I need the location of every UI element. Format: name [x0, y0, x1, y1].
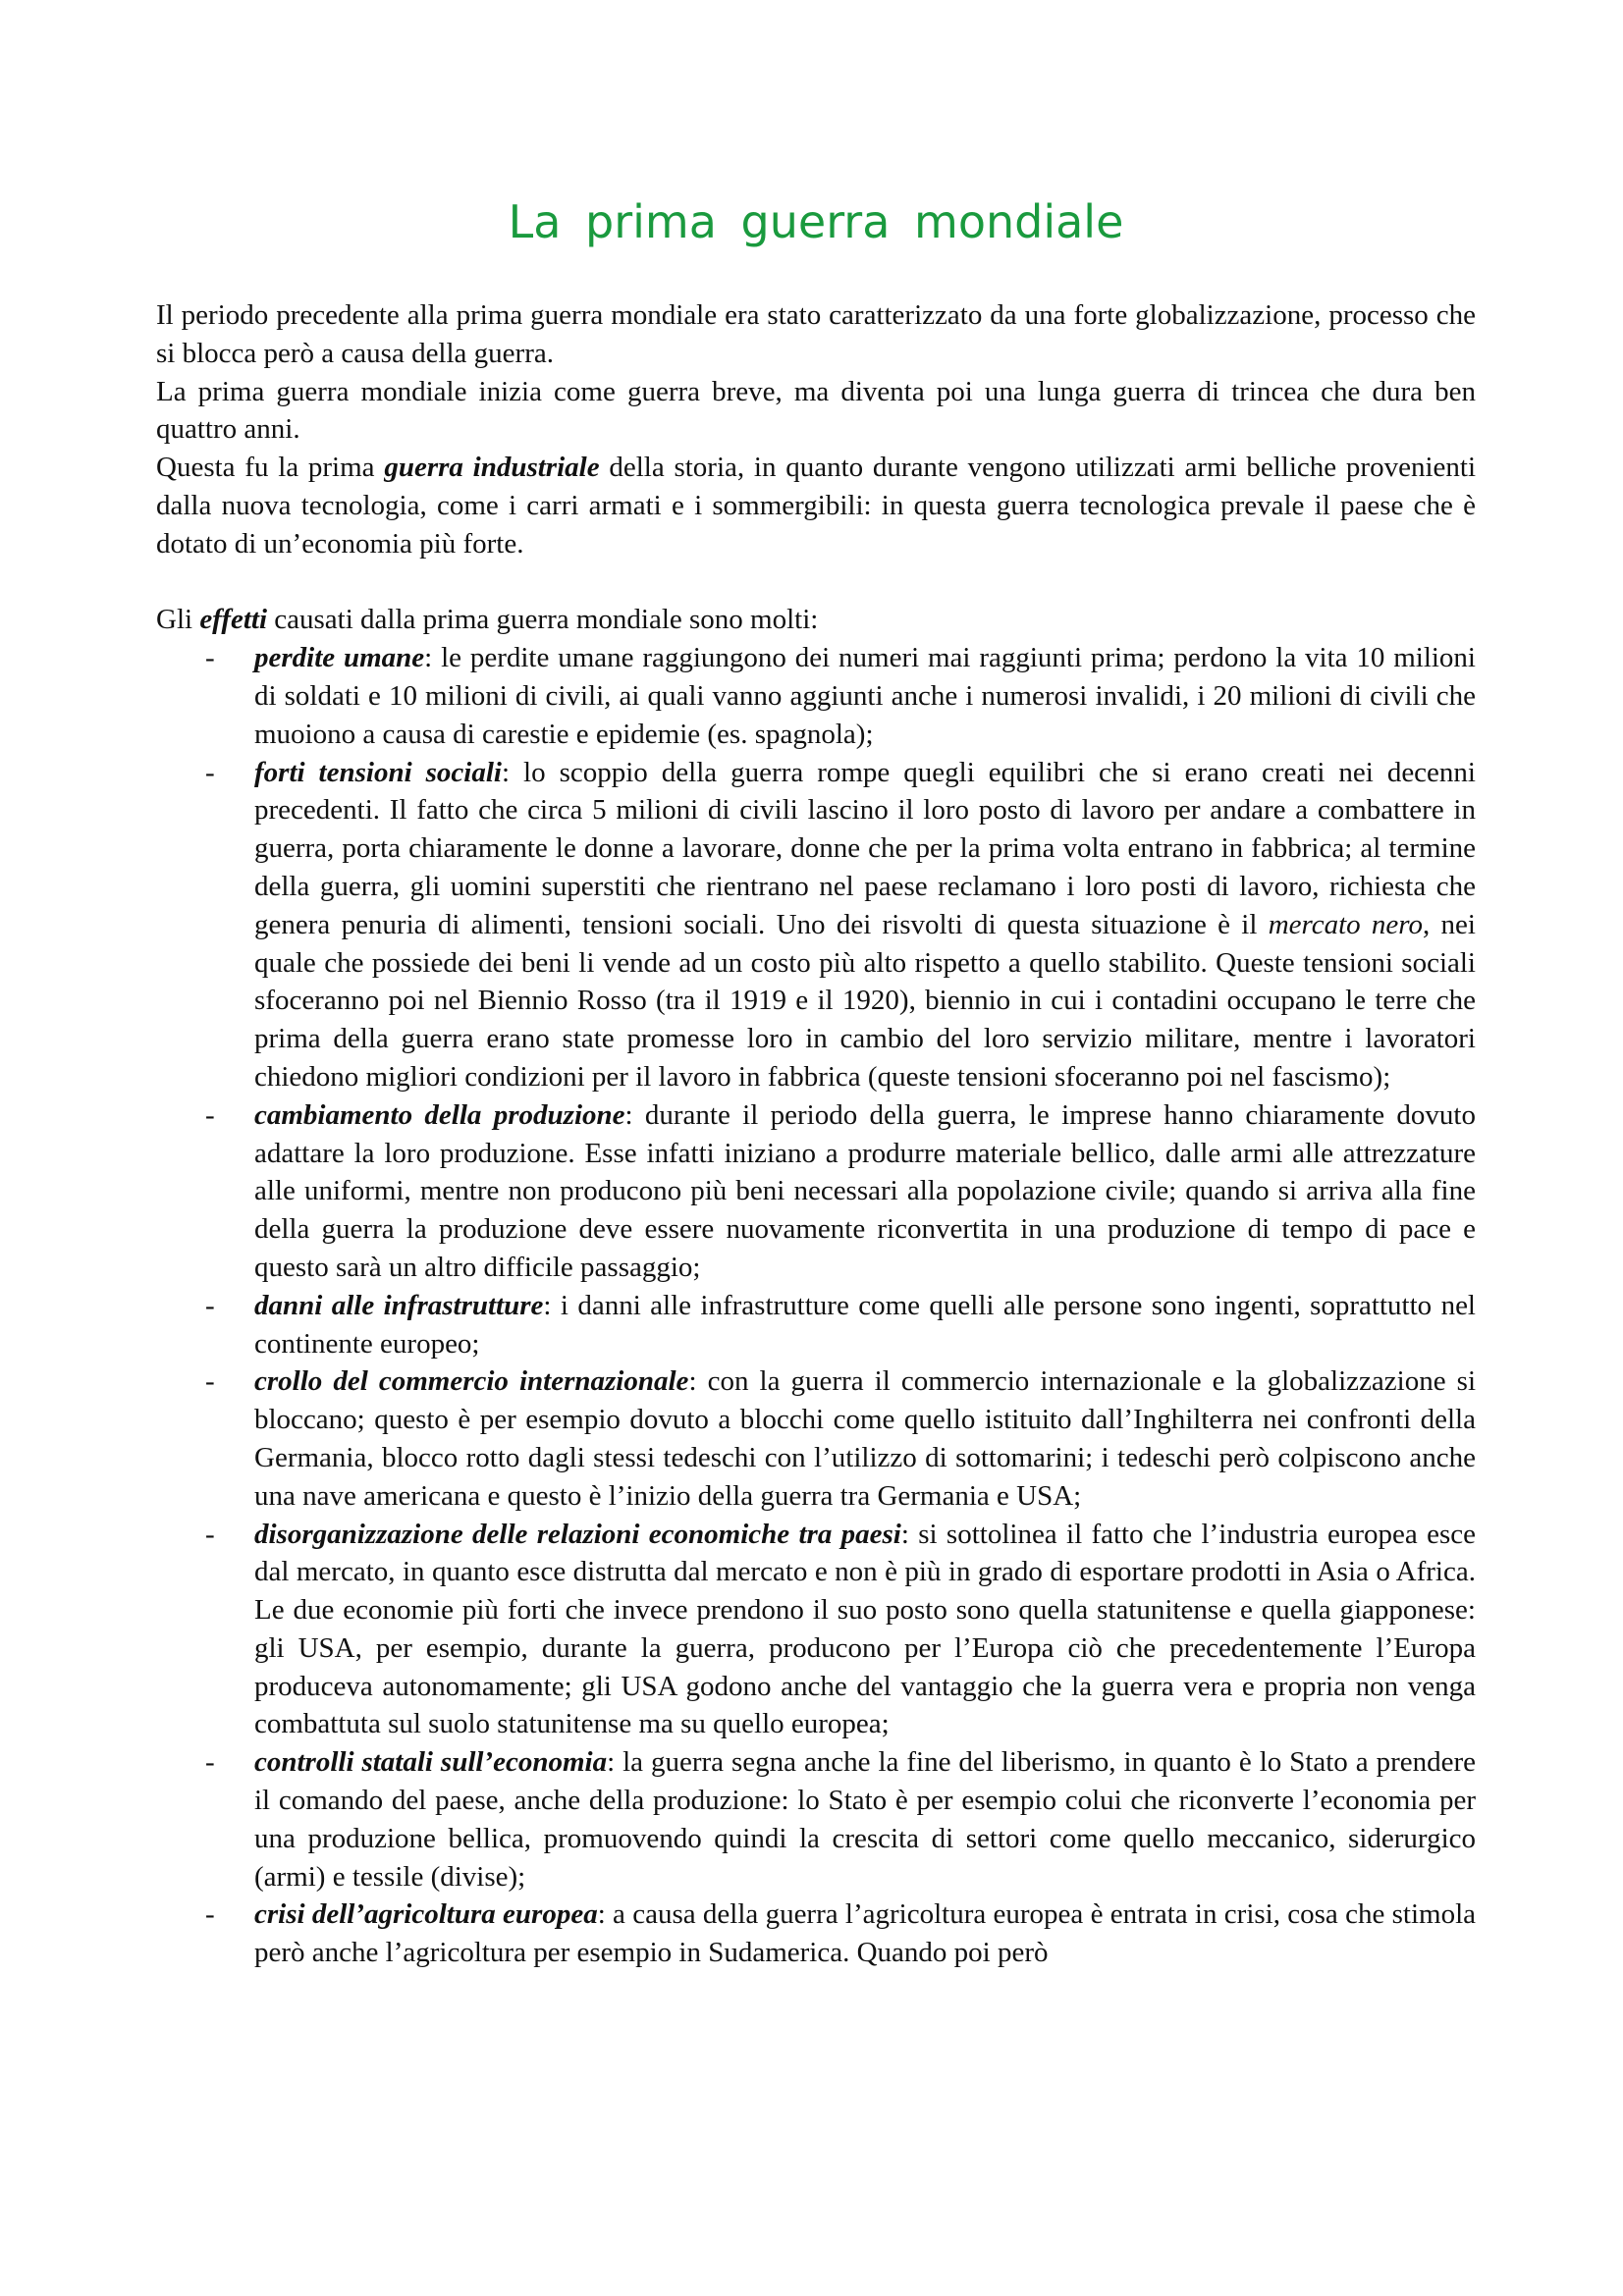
effect-item-tensioni-sociali: [156, 754, 1476, 1096]
bullet-dash: -: [205, 1098, 215, 1131]
effect-term: forti tensioni sociali: [254, 756, 502, 788]
effect-term: perdite umane: [254, 642, 425, 674]
effect-item-cambiamento-produzione: [156, 1096, 1476, 1287]
effect-item-perdite-umane: [156, 639, 1476, 753]
effects-list: [156, 639, 1476, 1972]
bullet-dash: -: [205, 756, 215, 788]
effect-text: : a causa della guerra l’agricoltura europea è entrata in crisi, cosa che stimola però anche l’agricoltura per esempio in Sudamerica. Quando poi però: [254, 1898, 1477, 1969]
intro-p3-text-b: della storia, in quanto durante vengono utilizzati armi belliche provenienti dalla nuova tecnologia, come i carri armati e i sommergibili: in questa guerra tecnologica prevale il paese che è dotato di un’economia più forte.: [156, 452, 1477, 560]
effect-term: crollo del commercio internazionale: [254, 1365, 689, 1398]
intro-paragraph-1: Il periodo precedente alla prima guerra mondiale era stato caratterizzato da una forte globalizzazione, processo che si blocca però a causa della guerra.: [156, 299, 1476, 369]
effects-intro-a: Gli: [156, 604, 200, 636]
bullet-dash: -: [205, 642, 215, 674]
effect-italic-mercato-nero: mercato nero: [1268, 908, 1424, 940]
effect-text: : con la guerra il commercio internazionale e la globalizzazione si bloccano; questo è per esempio dovuto a blocchi come quello istituito dall’Inghilterra nei confronti della Germania, blocco rotto dagli stessi tedeschi con l’utilizzo di sottomarini; i tedeschi però colpiscono anche una nave americana e questo è l’inizio della guerra tra Germania e USA;: [254, 1365, 1477, 1512]
bullet-dash: -: [205, 1746, 215, 1779]
term-guerra-industriale: guerra industriale: [384, 452, 600, 484]
effects-intro-b: causati dalla prima guerra mondiale sono molti:: [267, 604, 819, 636]
term-effetti: effetti: [199, 604, 268, 636]
bullet-dash: -: [205, 1898, 215, 1931]
effect-text: : la guerra segna anche la fine del liberismo, in quanto è lo Stato a prendere il comando del paese, anche della produzione: lo Stato è per esempio colui che riconverte l’economia per una produzione bellica, promuovendo quindi la crescita di settori come quello meccanico, siderurgico (armi) e tessile (divise);: [254, 1746, 1476, 1893]
effect-term: cambiamento della produzione: [254, 1098, 625, 1131]
effect-item-danni-infrastrutture: [156, 1287, 1476, 1363]
effects-intro: [156, 601, 1476, 639]
effect-text: : durante il periodo della guerra, le imprese hanno chiaramente dovuto adattare la loro produzione. Esse infatti iniziano a produrre materiale bellico, dalle armi alle attrezzature alle uniformi, mentre non producono più beni necessari alla popolazione civile; quando si arriva alla fine della guerra la produzione deve essere nuovamente riconvertita in una produzione di tempo di pace e questo sarà un altro difficile passaggio;: [254, 1098, 1476, 1283]
effect-item-disorganizzazione-relazioni: [156, 1516, 1476, 1744]
effect-text: : si sottolinea il fatto che l’industria europea esce dal mercato, in quanto esce distrutta dal mercato e non è più in grado di esportare prodotti in Asia o Africa. Le due economie più forti che invece prendono il suo posto sono quella statunitense e quella giapponese: gli USA, per esempio, durante la guerra, producono per l’Europa ciò che precedentemente l’Europa produceva autonomamente; gli USA godono anche del vantaggio che la guerra vera e propria non venga combattuta sul suolo statunitense ma su quello europea;: [254, 1518, 1477, 1740]
paragraph-gap: [156, 563, 1476, 602]
intro-p3-text-a: Questa fu la prima: [156, 452, 385, 484]
effect-item-crollo-commercio: [156, 1362, 1476, 1515]
effect-term: danni alle infrastrutture: [254, 1289, 544, 1321]
effect-text: : lo scoppio della guerra rompe quegli equilibri che si erano creati nei decenni precedenti. Il fatto che circa 5 milioni di civili lascino il loro posto di lavoro per andare a combattere in guerra, porta chiaramente le donne a lavorare, donne che per la prima volta entrano in fabbrica; al termine della guerra, gli uomini superstiti che rientrano nel paese reclamano i loro posti di lavoro, richiesta che genera penuria di alimenti, tensioni sociali. Uno dei risvolti di questa situazione è il: [254, 756, 1476, 940]
effect-text-continued: , nei quale che possiede dei beni li vende ad un costo più alto rispetto a quello stabilito. Queste tensioni sociali sfoceranno poi nel Biennio Rosso (tra il 1919 e il 1920), biennio in cui i contadini occupano le terre che prima della guerra erano state promesse loro in cambio del loro servizio militare, mentre i lavoratori chiedono migliori condizioni per il lavoro in fabbrica (queste tensioni sfoceranno poi nel fascismo);: [254, 908, 1476, 1093]
intro-paragraph-3: [156, 449, 1476, 562]
intro-paragraph-2: La prima guerra mondiale inizia come guerra breve, ma diventa poi una lunga guerra di trincea che dura ben quattro anni.: [156, 375, 1476, 446]
effect-text: : i danni alle infrastrutture come quelli alle persone sono ingenti, soprattutto nel continente europeo;: [254, 1289, 1476, 1360]
page-title: La prima guerra mondiale: [508, 195, 1124, 248]
effect-term: crisi dell’agricoltura europea: [254, 1898, 598, 1931]
effect-term: disorganizzazione delle relazioni economiche tra paesi: [254, 1518, 901, 1550]
effect-item-controlli-statali: [156, 1743, 1476, 1896]
bullet-dash: -: [205, 1289, 215, 1321]
bullet-dash: -: [205, 1365, 215, 1398]
bullet-dash: -: [205, 1518, 215, 1550]
effect-text: : le perdite umane raggiungono dei numeri mai raggiunti prima; perdono la vita 10 milioni di soldati e 10 milioni di civili, ai quali vanno aggiunti anche i numerosi invalidi, i 20 milioni di civili che muoiono a causa di carestie e epidemie (es. spagnola);: [254, 642, 1476, 750]
effect-term: controlli statali sull’economia: [254, 1746, 608, 1779]
effect-item-crisi-agricoltura: [156, 1896, 1476, 1972]
